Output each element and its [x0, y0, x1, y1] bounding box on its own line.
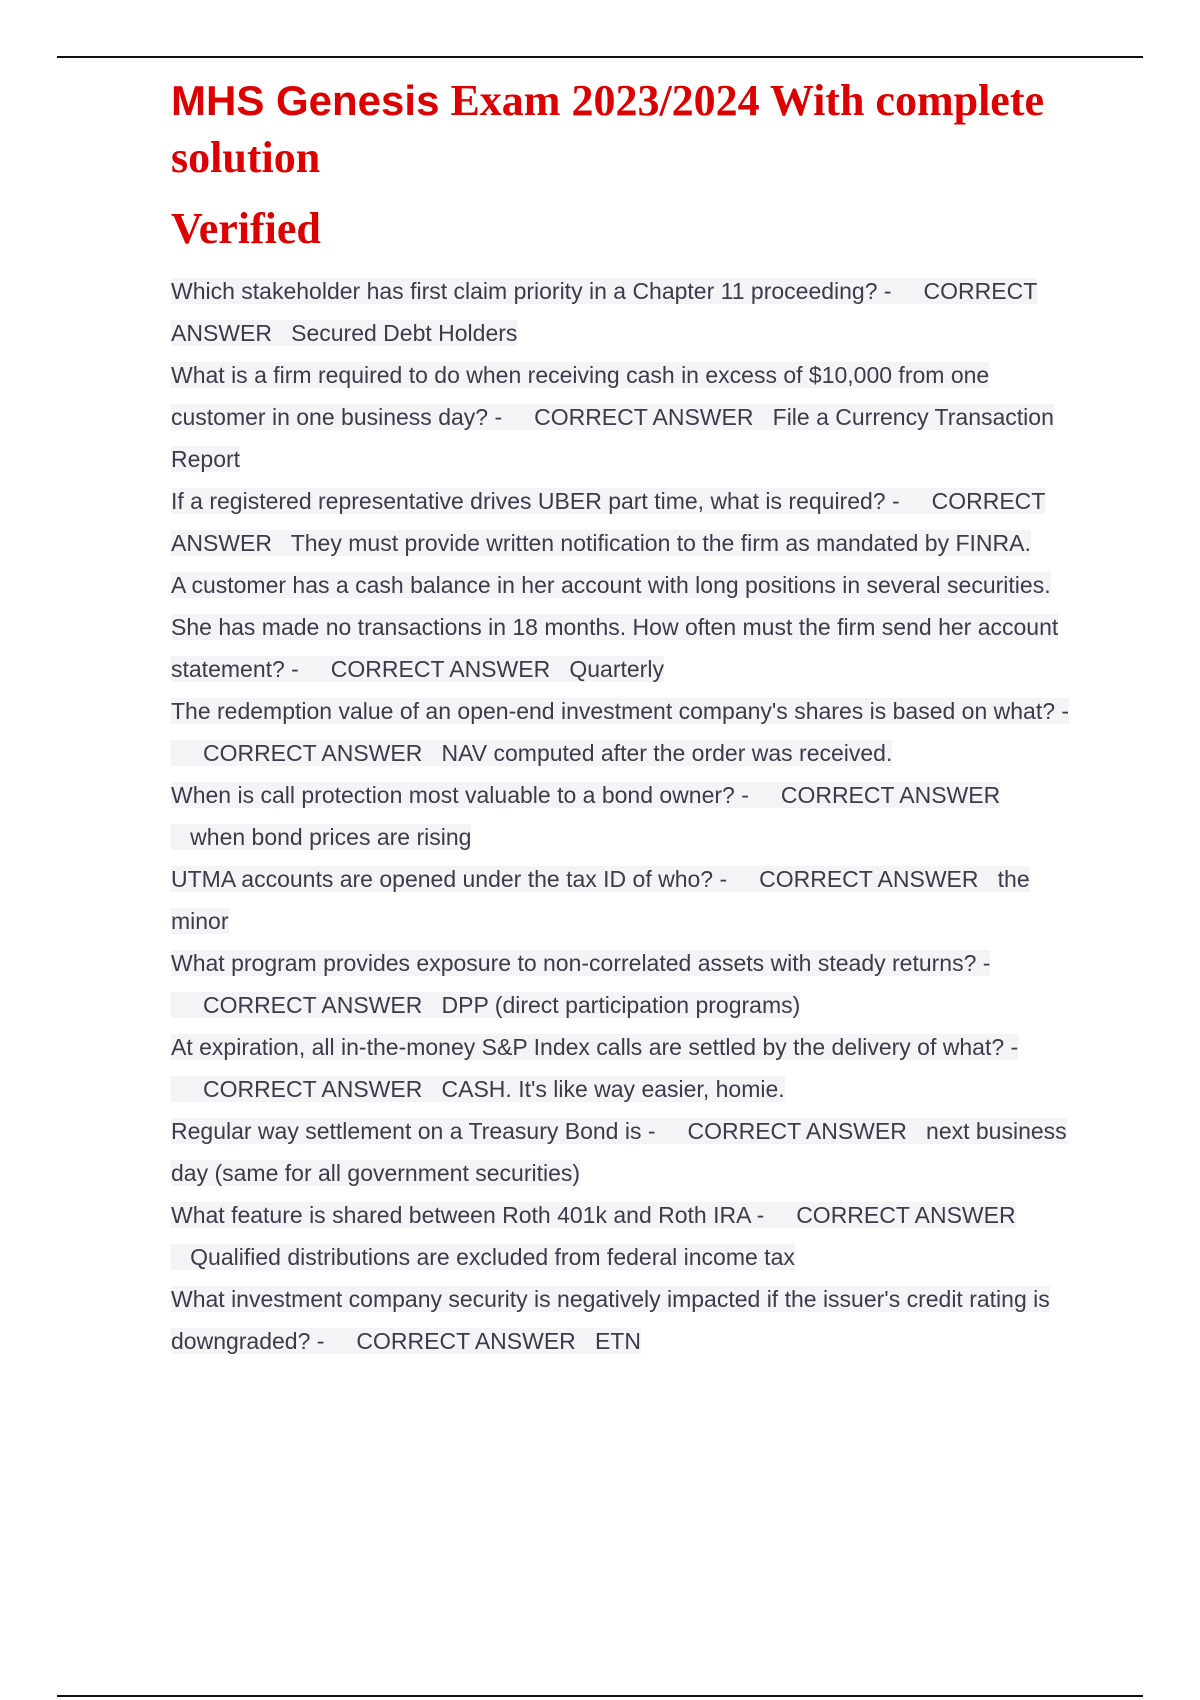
- correct-answer-label: CORRECT ANSWER: [171, 488, 1046, 556]
- qa-item: [171, 1026, 1071, 1110]
- question-text: What is a firm required to do when receiving cash in excess of $10,000 from one customer in one business day? -: [171, 362, 990, 430]
- correct-answer-label: CORRECT ANSWER: [171, 278, 1038, 346]
- qa-item: [171, 564, 1071, 690]
- answer-text: CASH. It's like way easier, homie.: [441, 1076, 785, 1102]
- qa-item: [171, 480, 1071, 564]
- title-rest: Exam 2023/2024 With complete solution: [171, 76, 1045, 182]
- correct-answer-label: CORRECT ANSWER: [687, 1118, 907, 1144]
- document-title: [171, 72, 1071, 186]
- correct-answer-label: CORRECT ANSWER: [356, 1328, 576, 1354]
- answer-text: next business day (same for all government securities): [171, 1118, 1067, 1186]
- answer-text: Quarterly: [569, 656, 664, 682]
- qa-item: [171, 1110, 1071, 1194]
- question-text: When is call protection most valuable to a bond owner? -: [171, 782, 749, 808]
- document-content: [171, 72, 1071, 1362]
- answer-text: File a Currency Transaction Report: [171, 404, 1054, 472]
- answer-text: They must provide written notification to the firm as mandated by FINRA.: [290, 530, 1031, 556]
- qa-item: [171, 1194, 1071, 1278]
- qa-item: [171, 942, 1071, 1026]
- qa-item: [171, 270, 1071, 354]
- answer-text: NAV computed after the order was received.: [441, 740, 893, 766]
- answer-text: ETN: [594, 1328, 641, 1354]
- qa-list: [171, 270, 1071, 1362]
- correct-answer-label: CORRECT ANSWER: [330, 656, 551, 682]
- answer-text: Secured Debt Holders: [291, 320, 518, 346]
- correct-answer-label: CORRECT ANSWER: [202, 1076, 423, 1102]
- question-text: What investment company security is negatively impacted if the issuer's credit rating is downgraded? -: [171, 1286, 1050, 1354]
- question-text: A customer has a cash balance in her account with long positions in several securities. She has made no transactions in 18 months. How often must the firm send her account statement? -: [171, 572, 1059, 682]
- question-text: Which stakeholder has first claim priority in a Chapter 11 proceeding? -: [171, 278, 892, 304]
- correct-answer-label: CORRECT ANSWER: [759, 866, 979, 892]
- question-text: At expiration, all in-the-money S&P Index calls are settled by the delivery of what? -: [171, 1034, 1019, 1060]
- correct-answer-label: CORRECT ANSWER: [534, 404, 754, 430]
- correct-answer-label: CORRECT ANSWER: [796, 1202, 1016, 1228]
- question-text: If a registered representative drives UBER part time, what is required? -: [171, 488, 900, 514]
- answer-text: Qualified distributions are excluded from federal income tax: [190, 1244, 795, 1270]
- correct-answer-label: CORRECT ANSWER: [202, 992, 423, 1018]
- document-subtitle: Verified: [171, 204, 321, 253]
- correct-answer-label: CORRECT ANSWER: [202, 740, 423, 766]
- qa-item: [171, 354, 1071, 480]
- question-text: What program provides exposure to non-correlated assets with steady returns? -: [171, 950, 991, 976]
- title-lead: MHS Genesis: [171, 77, 440, 124]
- correct-answer-label: CORRECT ANSWER: [780, 782, 1001, 808]
- qa-item: [171, 1278, 1071, 1362]
- qa-item: [171, 774, 1071, 858]
- answer-text: when bond prices are rising: [190, 824, 472, 850]
- question-text: UTMA accounts are opened under the tax ID of who? -: [171, 866, 728, 892]
- question-text: Regular way settlement on a Treasury Bond is -: [171, 1118, 656, 1144]
- question-text: What feature is shared between Roth 401k and Roth IRA -: [171, 1202, 765, 1228]
- qa-item: [171, 858, 1071, 942]
- top-rule: [57, 56, 1143, 58]
- bottom-rule: [57, 1695, 1143, 1697]
- qa-item: [171, 690, 1071, 774]
- answer-text: DPP (direct participation programs): [441, 992, 801, 1018]
- answer-text: the minor: [171, 866, 1030, 934]
- question-text: The redemption value of an open-end investment company's shares is based on what? -: [171, 698, 1070, 724]
